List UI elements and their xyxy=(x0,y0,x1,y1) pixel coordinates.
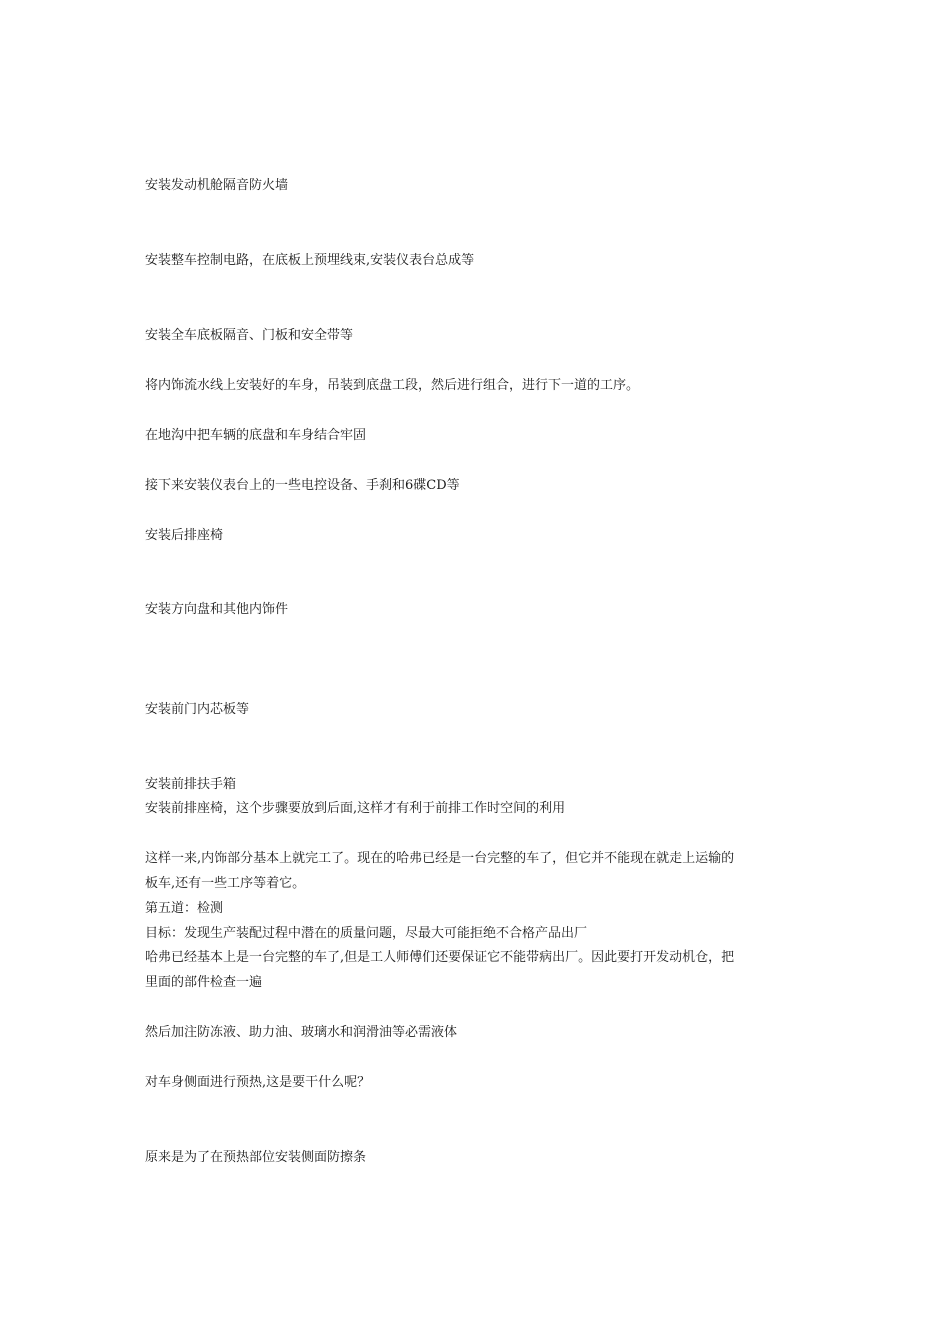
text-line-body-hoist: 将内饰流水线上安装好的车身，吊装到底盘工段，然后进行组合，进行下一道的工序。 xyxy=(145,378,640,393)
text-line-inspection-cont: 里面的部件检查一遍 xyxy=(145,975,263,990)
text-line-floor-insulation: 安装全车底板隔音、门板和安全带等 xyxy=(145,328,354,343)
text-line-front-door-panel: 安装前门内芯板等 xyxy=(145,702,250,717)
text-line-front-armrest: 安装前排扶手箱 xyxy=(145,777,237,792)
text-line-control-circuit: 安装整车控制电路，在底板上预埋线束,安装仪表台总成等 xyxy=(145,253,475,268)
text-line-interior-done-cont: 板车,还有一些工序等着它。 xyxy=(145,876,306,891)
text-line-preheat: 对车身侧面进行预热,这是要干什么呢？ xyxy=(145,1075,371,1090)
text-line-inspection: 哈弗已经基本上是一台完整的车了,但是工人师傅们还要保证它不能带病出厂。因此要打开发动机仓，把 xyxy=(145,950,735,965)
text-line-fluids: 然后加注防冻液、助力油、玻璃水和润滑油等必需液体 xyxy=(145,1025,458,1040)
text-line-rear-seats: 安装后排座椅 xyxy=(145,528,224,543)
text-line-steering-wheel: 安装方向盘和其他内饰件 xyxy=(145,602,289,617)
text-line-interior-done: 这样一来,内饰部分基本上就完工了。现在的哈弗已经是一台完整的车了，但它并不能现在就走上运输的 xyxy=(145,851,735,866)
text-line-dashboard-devices: 接下来安装仪表台上的一些电控设备、手刹和6碟CD等 xyxy=(145,478,460,493)
text-line-firewall: 安装发动机舱隔音防火墙 xyxy=(145,178,289,193)
text-line-chassis-bond: 在地沟中把车辆的底盘和车身结合牢固 xyxy=(145,428,367,443)
text-line-side-strip: 原来是为了在预热部位安装侧面防擦条 xyxy=(145,1150,367,1165)
text-line-front-seats: 安装前排座椅，这个步骤要放到后面,这样才有利于前排工作时空间的利用 xyxy=(145,801,566,816)
text-line-goal: 目标：发现生产装配过程中潜在的质量问题，尽最大可能拒绝不合格产品出厂 xyxy=(145,926,588,941)
section-heading-inspection: 第五道：检测 xyxy=(145,901,224,916)
